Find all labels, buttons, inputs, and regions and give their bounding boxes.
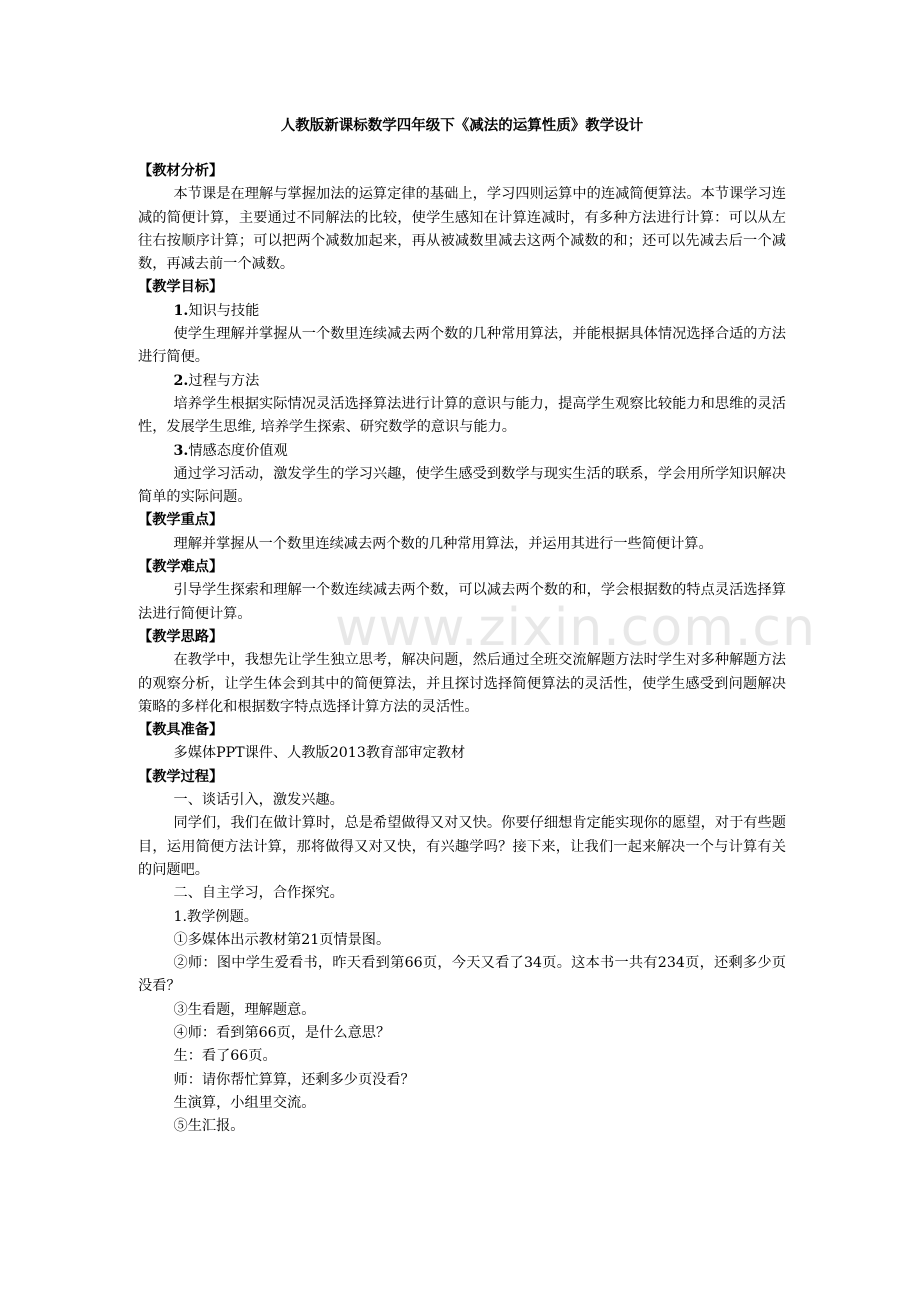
watermark: www.zixin.com.cn xyxy=(335,598,816,658)
document-body xyxy=(138,160,786,1138)
section-heading-difficulties: 【教学难点】 xyxy=(138,559,224,576)
process-line: ④师：看到第66页，是什么意思？ xyxy=(173,1024,391,1041)
goal-text-2: 培养学生根据实际情况灵活选择算法进行计算的意识与能力，提高学生观察比较能力和思维的灵活性，发展学生思维, 培养学生探索、研究数学的意识与能力。 xyxy=(138,395,786,436)
section-heading-goals: 【教学目标】 xyxy=(138,279,224,296)
section-heading-key-points: 【教学重点】 xyxy=(138,512,224,529)
difficulties-text: 引导学生探索和理解一个数连续减去两个数，可以减去两个数的和，学会根据数的特点灵活选择算法进行简便计算。 xyxy=(138,582,786,622)
document-title: 人教版新课标数学四年级下《减法的运算性质》教学设计 xyxy=(280,118,644,134)
approach-text: 在教学中，我想先让学生独立思考，解决问题，然后通过全班交流解题方法时学生对多种解题方法的观察分析，让学生体会到其中的简便算法，并且探讨选择简便算法的灵活性，使学生感受到问题解决策略的多样化和根据数字特点选择计算方法的灵活性。 xyxy=(138,652,786,715)
process-line: ⑤生汇报。 xyxy=(173,1118,245,1135)
process-line: 生：看了66页。 xyxy=(173,1048,277,1065)
section-heading-materials: 【教具准备】 xyxy=(138,722,224,739)
process-line: ①多媒体出示教材第21页情景图。 xyxy=(173,931,391,948)
materials-text: 多媒体PPT课件、人教版2013教育部审定教材 xyxy=(173,745,466,762)
goal-number: 3. xyxy=(173,442,189,459)
analysis-text: 本节课是在理解与掌握加法的运算定律的基础上，学习四则运算中的连减简便算法。本节课学习连减的简便计算，主要通过不同解法的比较，使学生感知在计算连减时，有多种方法进行计算：可以从左往右按顺序计算；可以把两个减数加起来，再从被减数里减去这两个减数的和；还可以先减去后一个减数，再减去前一个减数。 xyxy=(138,186,786,273)
goal-subheading-1 xyxy=(138,300,786,323)
goal-text-1: 使学生理解并掌握从一个数里连续减去两个数的几种常用算法，并能根据具体情况选择合适的方法进行简便。 xyxy=(138,326,786,366)
goal-label: 过程与方法 xyxy=(188,372,260,389)
process-line: 生演算，小组里交流。 xyxy=(173,1094,316,1111)
goal-text-3: 通过学习活动，激发学生的学习兴趣，使学生感受到数学与现实生活的联系，学会用所学知识解决简单的实际问题。 xyxy=(138,465,786,506)
goal-subheading-3 xyxy=(138,440,786,463)
goal-label: 知识与技能 xyxy=(188,302,260,319)
process-line: 1.教学例题。 xyxy=(173,908,258,925)
goal-label: 情感态度价值观 xyxy=(188,442,288,459)
section-heading-analysis: 【教材分析】 xyxy=(138,163,224,179)
process-line: 师：请你帮忙算算，还剩多少页没看？ xyxy=(173,1071,415,1088)
process-line: 二、自主学习，合作探究。 xyxy=(173,885,344,902)
goal-number: 2. xyxy=(173,372,189,389)
process-line: ②师：图中学生爱看书，昨天看到第66页，今天又看了34页。这本书一共有234页，还剩多少页没看？ xyxy=(138,955,786,995)
process-line: 同学们，我们在做计算时，总是希望做得又对又快。你要仔细想肯定能实现你的愿望，对于有些题目，运用简便方法计算，那将做得又对又快，有兴趣学吗？接下来，让我们一起来解决一个与计算有关的问题吧。 xyxy=(138,815,786,878)
goal-subheading-2 xyxy=(138,370,786,393)
key-points-text: 理解并掌握从一个数里连续减去两个数的几种常用算法，并运用其进行一些简便计算。 xyxy=(173,535,713,552)
goal-number: 1. xyxy=(173,302,189,319)
process-line: 一、谈话引入，激发兴趣。 xyxy=(173,792,344,809)
section-heading-process: 【教学过程】 xyxy=(138,768,224,785)
section-heading-approach: 【教学思路】 xyxy=(138,628,224,645)
process-line: ③生看题，理解题意。 xyxy=(173,1001,316,1018)
